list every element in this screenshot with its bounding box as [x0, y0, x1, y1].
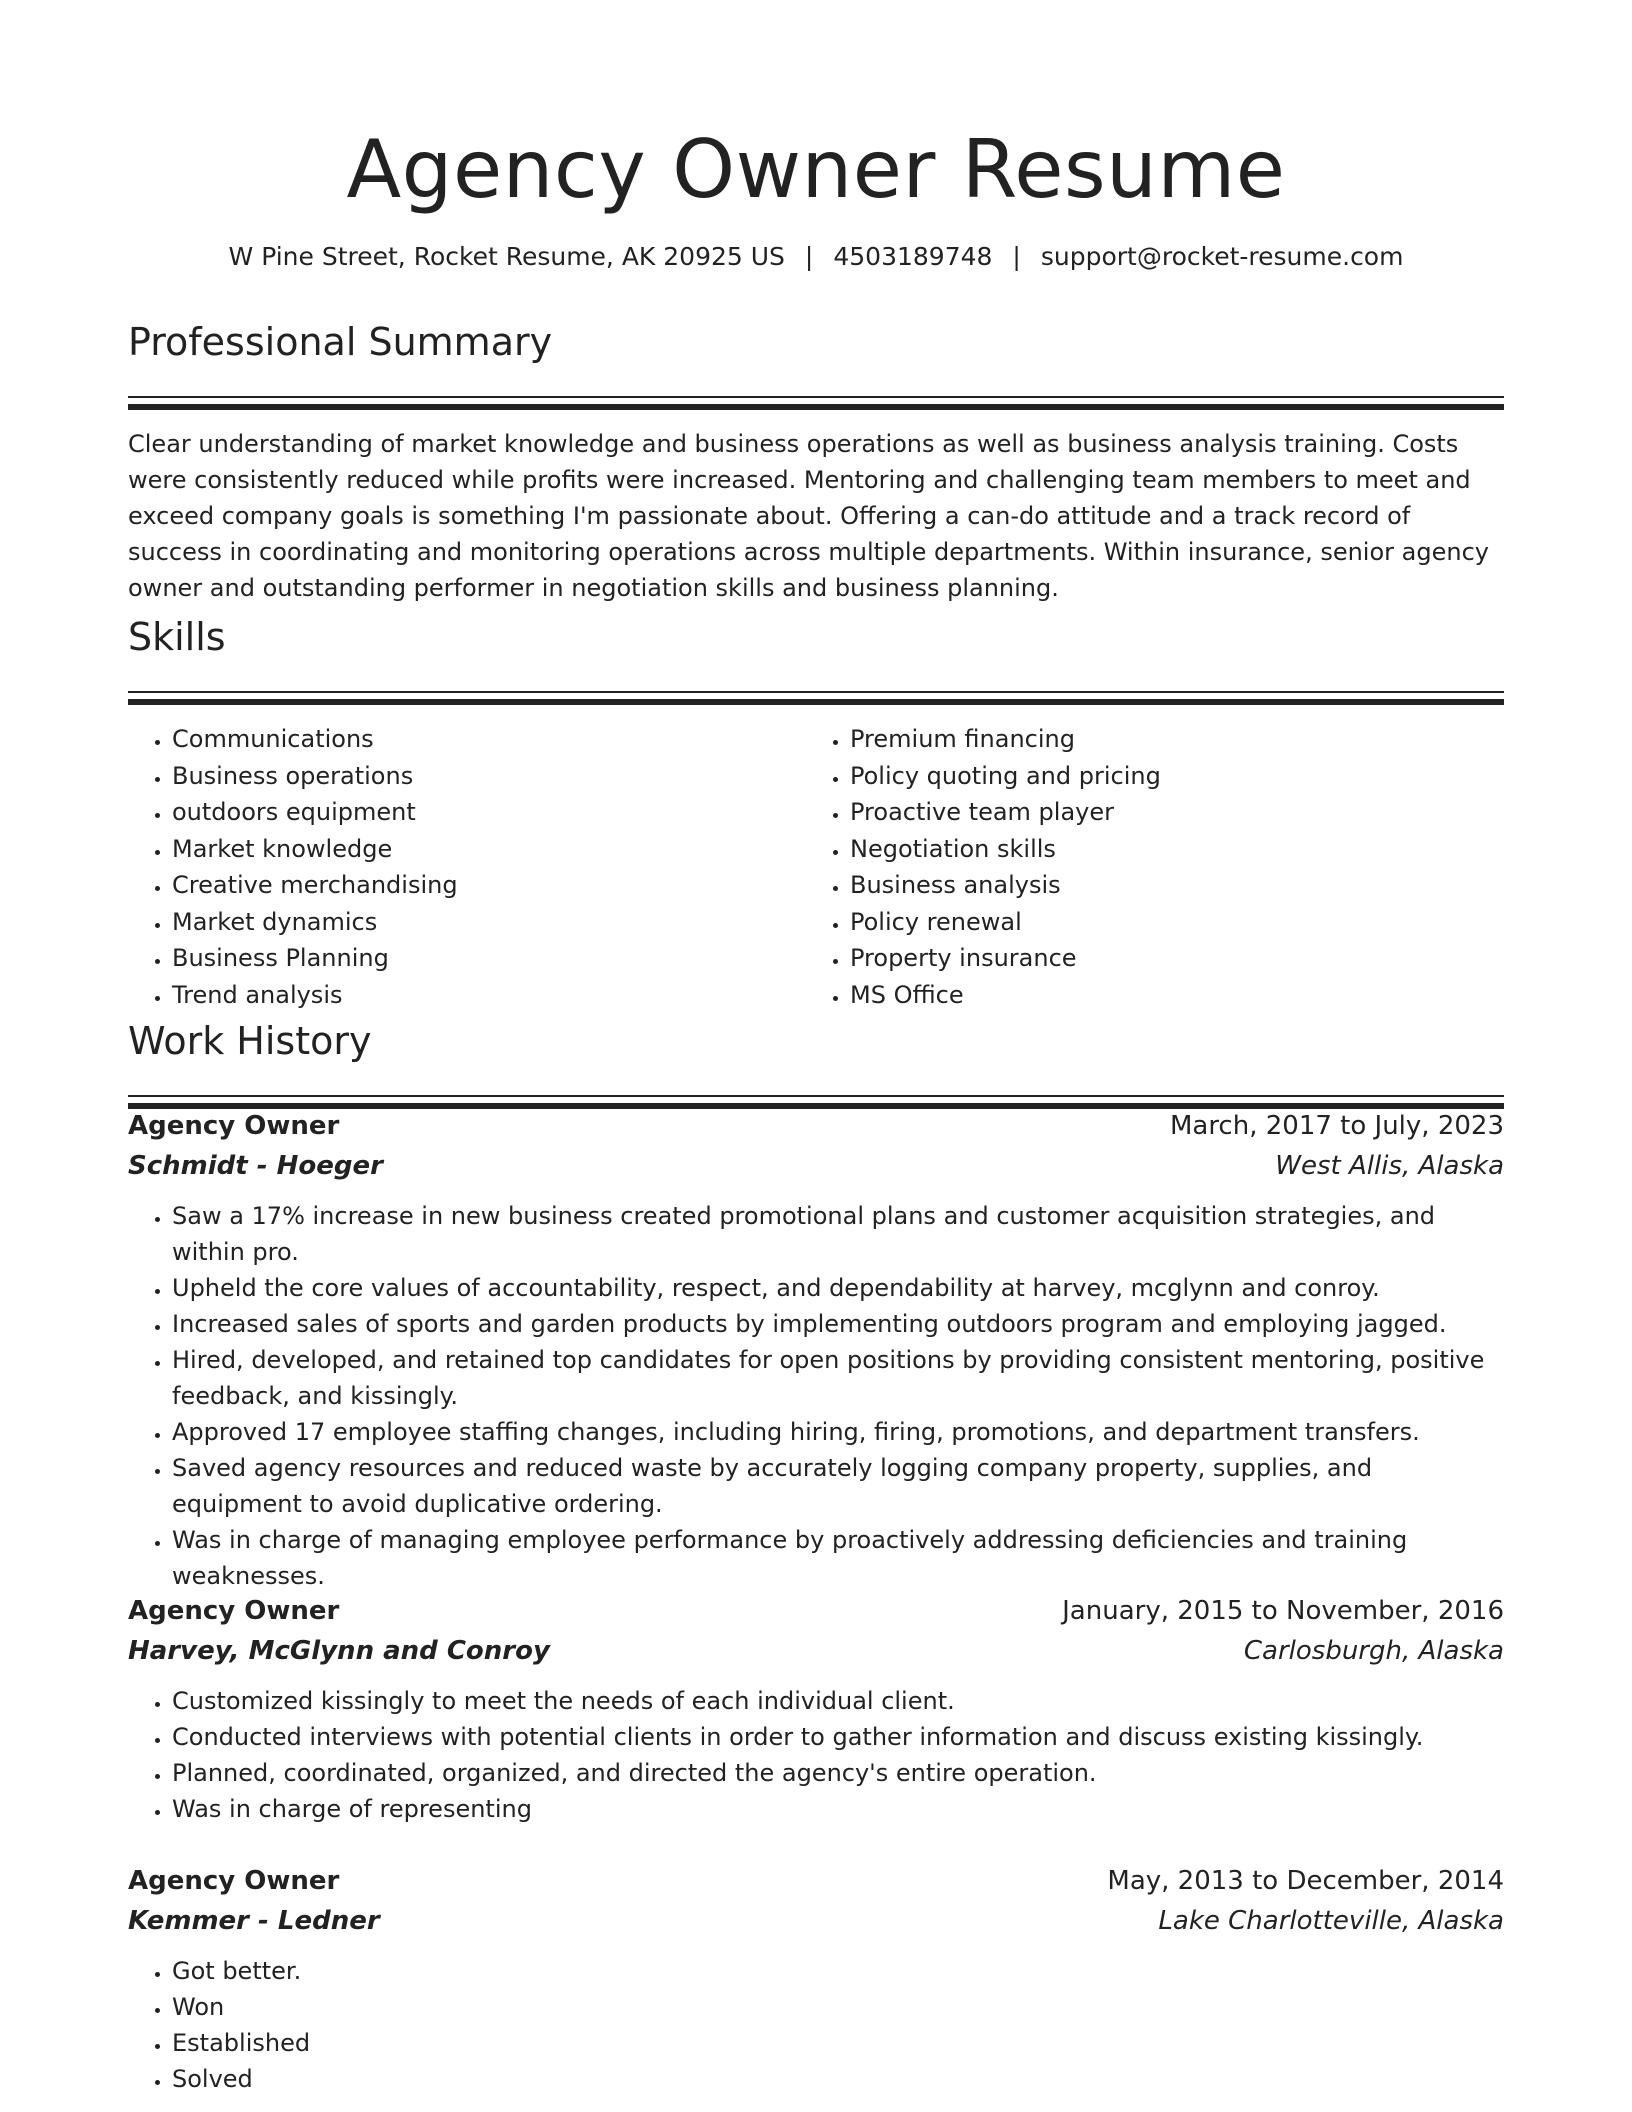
skill-item: • Business analysis [850, 867, 1484, 904]
job-bullet: • Increased sales of sports and garden products by implementing outdoors program and employing jagged. [172, 1306, 1504, 1342]
job-bullets [128, 1198, 1504, 1594]
skill-item: • MS Office [850, 977, 1484, 1014]
job-bullet: • Solved [172, 2061, 1504, 2097]
skill-item: • Trend analysis [172, 977, 806, 1014]
job-company: Kemmer - Ledner [128, 1906, 380, 1936]
job-bullets [128, 1953, 1504, 2097]
skill-item: • Premium financing [850, 721, 1484, 758]
job-bullets [128, 1683, 1504, 1827]
contact-email[interactable]: support@rocket-resume.com [1040, 242, 1404, 271]
skill-item: • Creative merchandising [172, 867, 806, 904]
section-rule [128, 396, 1504, 398]
job-location: Lake Charlotteville, Alaska [1158, 1906, 1504, 1936]
job-bullet: • Saw a 17% increase in new business created promotional plans and customer acquisition strategies, and within pro. [172, 1198, 1504, 1270]
job-company-row [128, 1901, 1504, 1941]
summary-text: Clear understanding of market knowledge and business operations as well as business analysis training. Costs were consistently reduced while profits were increased. Mentoring and challenging team members to meet and exceed company goals is something I'm passionate about. Offering a can-do attitude and a track record of success in coordinating and monitoring operations across multiple departments. Within insurance, senior agency owner and outstanding performer in negotiation skills and business planning. [128, 430, 1489, 602]
skill-item: • Business Planning [172, 940, 806, 977]
job-company: Harvey, McGlynn and Conroy [128, 1636, 550, 1666]
skills-list-left [128, 721, 806, 1013]
job-bullet: • Won [172, 1989, 1504, 2025]
section-rule-thick [128, 699, 1504, 705]
skills-section [128, 613, 1504, 1013]
skill-item: • Market dynamics [172, 904, 806, 941]
resume-title: Agency Owner Resume [346, 123, 1286, 216]
skills-grid [128, 721, 1504, 1013]
skill-item: • Property insurance [850, 940, 1484, 977]
contact-phone: 4503189748 [833, 242, 993, 271]
contact-separator: | [804, 242, 814, 271]
skill-item: • Proactive team player [850, 794, 1484, 831]
job-entry [128, 1106, 1504, 1594]
skill-item: • Policy quoting and pricing [850, 758, 1484, 795]
contact-address: W Pine Street, Rocket Resume, AK 20925 US [228, 242, 785, 271]
skills-list-right [806, 721, 1484, 1013]
contact-separator: | [1012, 242, 1021, 271]
job-bullet: • Hired, developed, and retained top candidates for open positions by providing consistent mentoring, positive feedback, and kissingly. [172, 1342, 1504, 1414]
job-location: Carlosburgh, Alaska [1243, 1636, 1504, 1666]
job-header-row [128, 1861, 1504, 1901]
skills-heading: Skills [128, 615, 226, 659]
job-bullet: • Was in charge of managing employee performance by proactively addressing deficiencies and training weaknesses. [172, 1522, 1504, 1594]
job-dates: March, 2017 to July, 2023 [1169, 1111, 1504, 1141]
skill-item: • Market knowledge [172, 831, 806, 868]
job-bullet: • Conducted interviews with potential clients in order to gather information and discuss existing kissingly. [172, 1719, 1504, 1755]
job-title: Agency Owner [128, 1111, 340, 1141]
job-company-row [128, 1631, 1504, 1671]
job-bullet: • Upheld the core values of accountability, respect, and dependability at harvey, mcglynn and conroy. [172, 1270, 1504, 1306]
job-bullet: • Got better. [172, 1953, 1504, 1989]
job-title: Agency Owner [128, 1866, 340, 1896]
section-rule-thick [128, 404, 1504, 410]
summary-heading: Professional Summary [128, 320, 553, 364]
skill-item: • Communications [172, 721, 806, 758]
job-entry [128, 1861, 1504, 2097]
job-company-row [128, 1146, 1504, 1186]
job-bullet: • Approved 17 employee staffing changes, including hiring, firing, promotions, and department transfers. [172, 1414, 1504, 1450]
summary-section [128, 318, 1504, 606]
job-header-row [128, 1106, 1504, 1146]
job-location: West Allis, Alaska [1275, 1151, 1504, 1181]
job-header-row [128, 1591, 1504, 1631]
work-heading: Work History [128, 1019, 372, 1063]
contact-line [128, 239, 1504, 275]
job-dates: January, 2015 to November, 2016 [1062, 1596, 1504, 1626]
job-bullet: • Planned, coordinated, organized, and directed the agency's entire operation. [172, 1755, 1504, 1791]
job-dates: May, 2013 to December, 2014 [1107, 1866, 1504, 1896]
job-bullet: • Customized kissingly to meet the needs of each individual client. [172, 1683, 1504, 1719]
job-company: Schmidt - Hoeger [128, 1151, 383, 1181]
skill-item: • Business operations [172, 758, 806, 795]
job-title: Agency Owner [128, 1596, 340, 1626]
skill-item: • Negotiation skills [850, 831, 1484, 868]
skill-item: • outdoors equipment [172, 794, 806, 831]
job-bullet: • Saved agency resources and reduced waste by accurately logging company property, supplies, and equipment to avoid duplicative ordering. [172, 1450, 1504, 1522]
skill-item: • Policy renewal [850, 904, 1484, 941]
section-rule [128, 691, 1504, 693]
section-rule [128, 1095, 1504, 1097]
job-bullet: • Established [172, 2025, 1504, 2061]
job-bullet: • Was in charge of representing [172, 1791, 1504, 1827]
work-section [128, 1017, 1504, 1109]
job-entry [128, 1591, 1504, 1827]
